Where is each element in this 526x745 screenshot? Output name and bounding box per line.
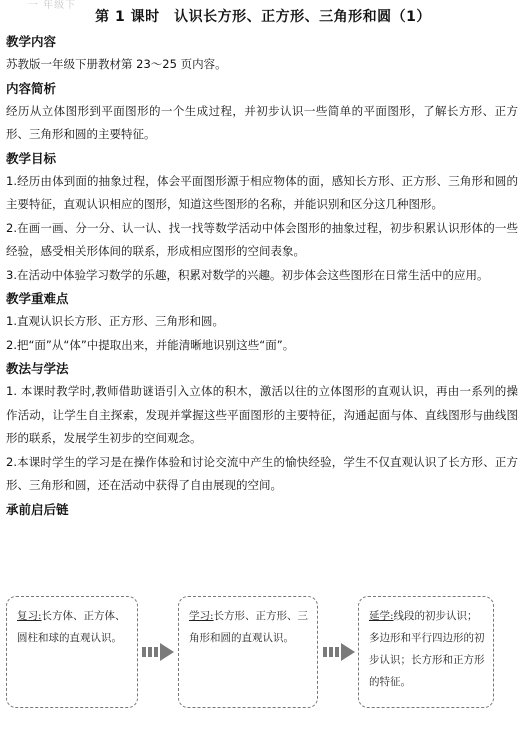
goal-item: 3.在活动中体验学习数学的乐趣，积累对数学的兴趣。初步体会这些图形在日常生活中的应用。 [6, 267, 489, 282]
faint-page-header: 一 年级下 [28, 0, 77, 11]
key-point-item: 1.直观认识长方形、正方形、三角形和圆。 [6, 314, 224, 328]
goal-item: 2.在画一画、分一分、认一认、找一找等数学活动中体会图形的抽象过程，初步积累认识形体的一些经验，感受相关形体间的联系，形成相应图形的空间表象。 [6, 220, 518, 258]
goal-item: 1.经历由体到面的抽象过程，体会平面图形源于相应物体的面，感知长方形、正方形、三角形和圆的主要特征，直观认识相应的图形，知道这些图形的名称，并能识别和区分这几种图形。 [6, 173, 518, 211]
bridge-flow-diagram [6, 596, 518, 721]
flow-arrow-icon [141, 642, 175, 662]
flow-arrow-icon [322, 642, 356, 662]
heading-bridge-chain: 承前启后链 [6, 501, 69, 517]
lesson-content [6, 30, 518, 521]
review-box [6, 596, 138, 708]
heading-key-points: 教学重难点 [6, 291, 69, 306]
extension-label: 延学: [369, 610, 394, 622]
extension-box [358, 596, 494, 708]
learning-box [178, 596, 318, 708]
learning-label: 学习: [189, 610, 214, 622]
key-point-item: 2.把“面”从“体”中提取出来，并能清晰地识别这些“面”。 [6, 337, 295, 352]
lesson-title: 第 1 课时 认识长方形、正方形、三角形和圆（1） [95, 9, 431, 25]
heading-teaching-content: 教学内容 [6, 34, 57, 49]
heading-content-analysis: 内容简析 [6, 80, 57, 96]
extension-text: 线段的初步认识；多边形和平行四边形的初步认识；长方形和正方形的特征。 [369, 610, 485, 688]
review-text: 长方体、正方体、圆柱和球的直观认识。 [17, 610, 126, 644]
teaching-content-text: 苏教版一年级下册教材第 23～25 页内容。 [6, 57, 227, 71]
review-label: 复习: [17, 610, 42, 622]
heading-methods: 教法与学法 [6, 361, 69, 376]
method-item: 1. 本课时教学时,教师借助谜语引入立体的积木，激活以往的立体图形的直观认识，再由一系列的操作活动，让学生自主探索，发现并掌握这些平面图形的主要特征，沟通起面与体、直线图形与曲线图形的联系，发展学生初步的空间观念。 [6, 384, 518, 445]
learning-text: 长方形、正方形、三角形和圆的直观认识。 [189, 610, 309, 644]
content-analysis-text: 经历从立体图形到平面图形的一个生成过程，并初步认识一些简单的平面图形，了解长方形、正方形、三角形和圆的主要特征。 [6, 103, 518, 141]
method-item: 2.本课时学生的学习是在操作体验和讨论交流中产生的愉快经验，学生不仅直观认识了长方形、正方形、三角形和圆，还在活动中获得了自由展现的空间。 [6, 454, 518, 492]
heading-teaching-goals: 教学目标 [6, 150, 57, 166]
